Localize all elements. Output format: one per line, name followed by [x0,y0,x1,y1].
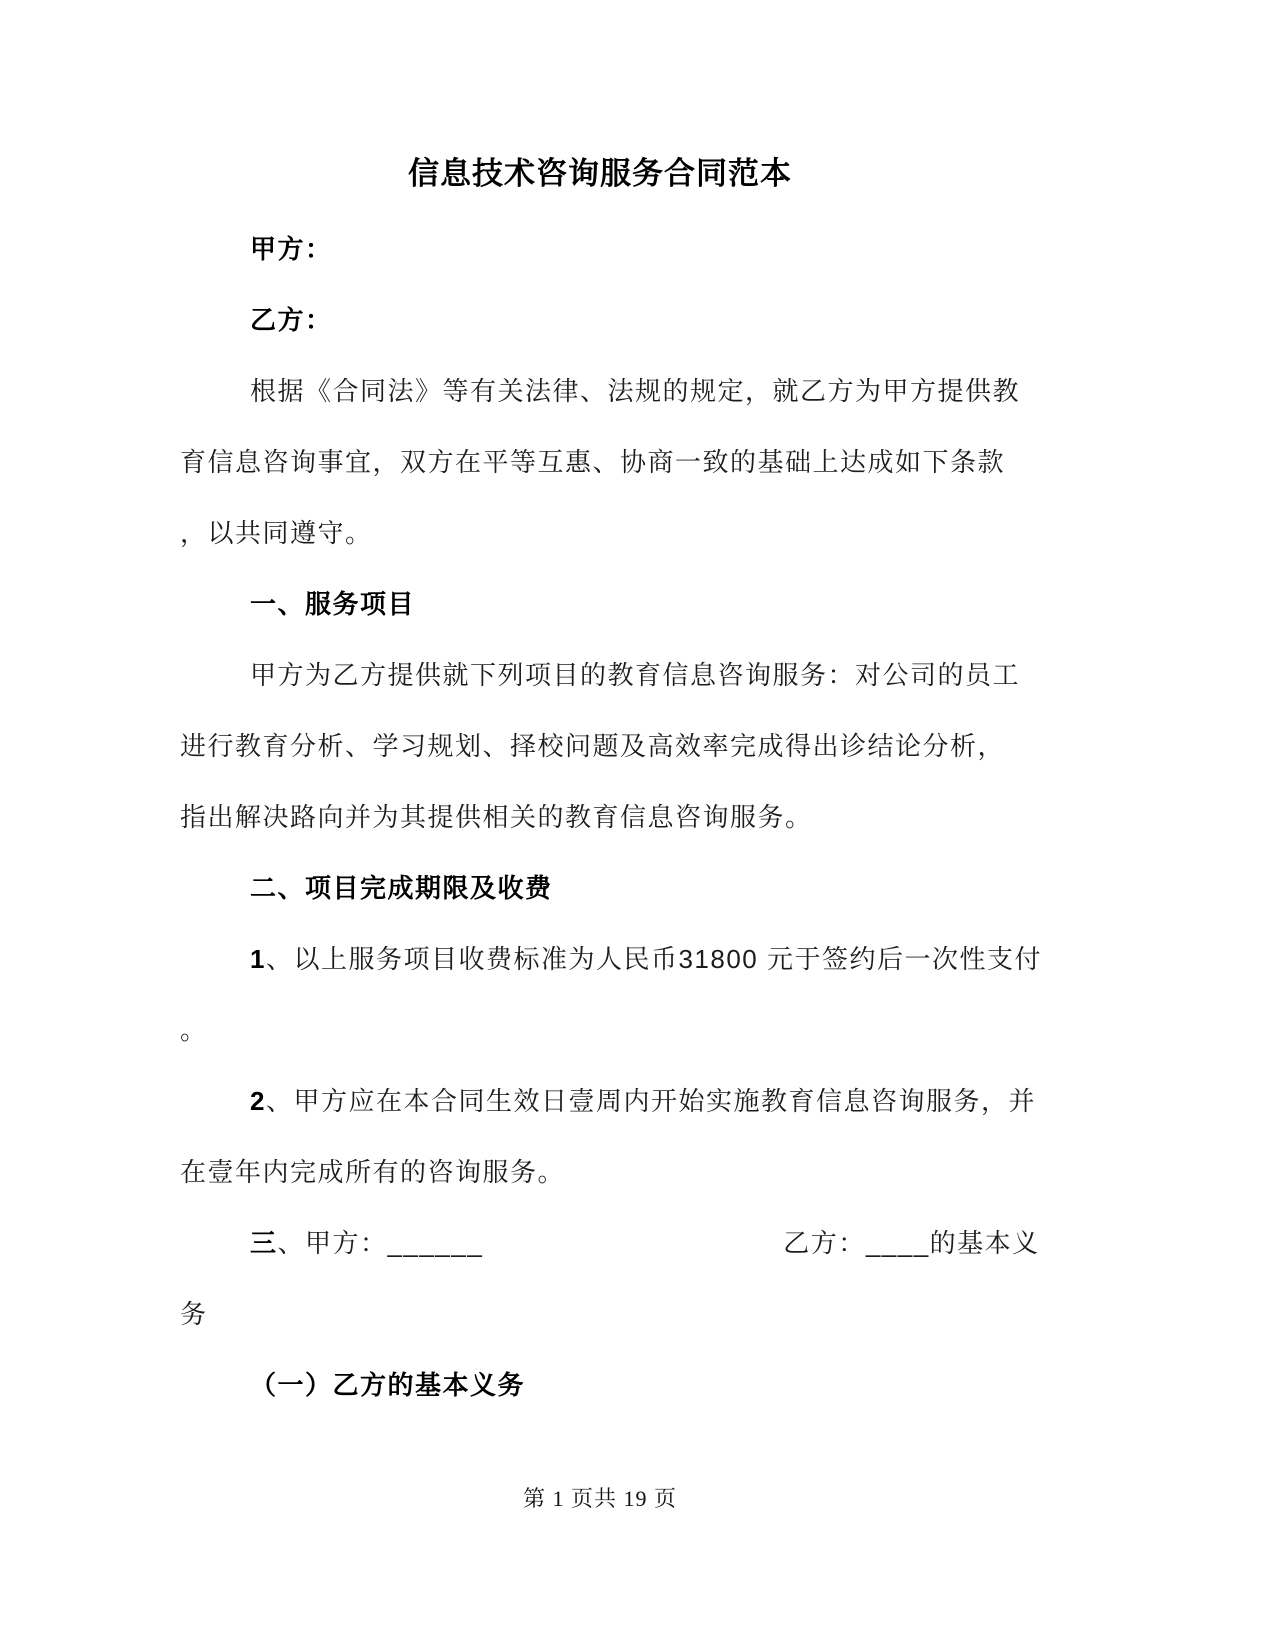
text-segment: 1 [250,944,266,974]
text-segment: 根据《合同法》等有关法律、法规的规定，就乙方为甲方提供教 [250,376,1021,406]
text-segment: ，以共同遵守。 [180,518,373,548]
doc-line [180,640,1020,711]
text-segment: 育信息咨询事宜，双方在平等互惠、协商一致的基础上达成如下条款 [180,447,1006,477]
document-title: 信息技术咨询服务合同范本 [408,156,792,191]
doc-line [180,782,1020,853]
text-segment: 二、项目完成期限及收费 [250,873,553,903]
text-segment: 2 [250,1086,266,1116]
doc-line [180,498,1020,569]
doc-line [180,356,1020,427]
text-segment: 、甲方： [277,1228,388,1258]
text-segment: 在壹年内完成所有的咨询服务。 [180,1157,566,1187]
doc-line [180,711,1020,782]
doc-line [180,1350,1020,1421]
doc-lines [180,214,1042,1421]
text-segment: 务 [180,1299,208,1329]
text-segment: 乙方： [250,305,333,335]
text-segment: 一、服务项目 [250,589,416,619]
doc-line [180,427,1020,498]
text-segment: 三 [250,1228,278,1258]
text-segment: 进行教育分析、学习规划、择校问题及高效率完成得出诊结论分析， [180,731,1006,761]
text-segment: 的基本义 [929,1228,1040,1258]
doc-line [180,285,1020,356]
text-segment: 甲方为乙方提供就下列项目的教育信息咨询服务：对公司的员工 [250,660,1021,690]
doc-line [180,853,1020,924]
text-segment: 甲方： [250,234,333,264]
document-page [180,150,1042,1421]
text-segment: （一）乙方的基本义务 [250,1370,526,1400]
text-segment: 、以上服务项目收费标准为人民币31800 元于签约后一次性支付 [265,944,1042,974]
doc-line [180,214,1020,285]
text-segment: ____ [865,1228,930,1258]
page-footer: 第 1 页共 19 页 [522,1486,677,1511]
text-segment: 。 [180,1015,208,1045]
doc-line [180,995,1020,1066]
doc-line [180,1066,1036,1137]
doc-line [180,1137,1020,1208]
doc-line [180,1208,1040,1279]
text-segment: 、甲方应在本合同生效日壹周内开始实施教育信息咨询服务，并 [265,1086,1036,1116]
text-segment: 乙方： [783,1228,866,1258]
doc-line [180,924,1042,995]
doc-line [180,569,1020,640]
text-segment: 指出解决路向并为其提供相关的教育信息咨询服务。 [180,802,813,832]
text-segment: ______ [387,1228,484,1258]
doc-line [180,1279,1020,1350]
